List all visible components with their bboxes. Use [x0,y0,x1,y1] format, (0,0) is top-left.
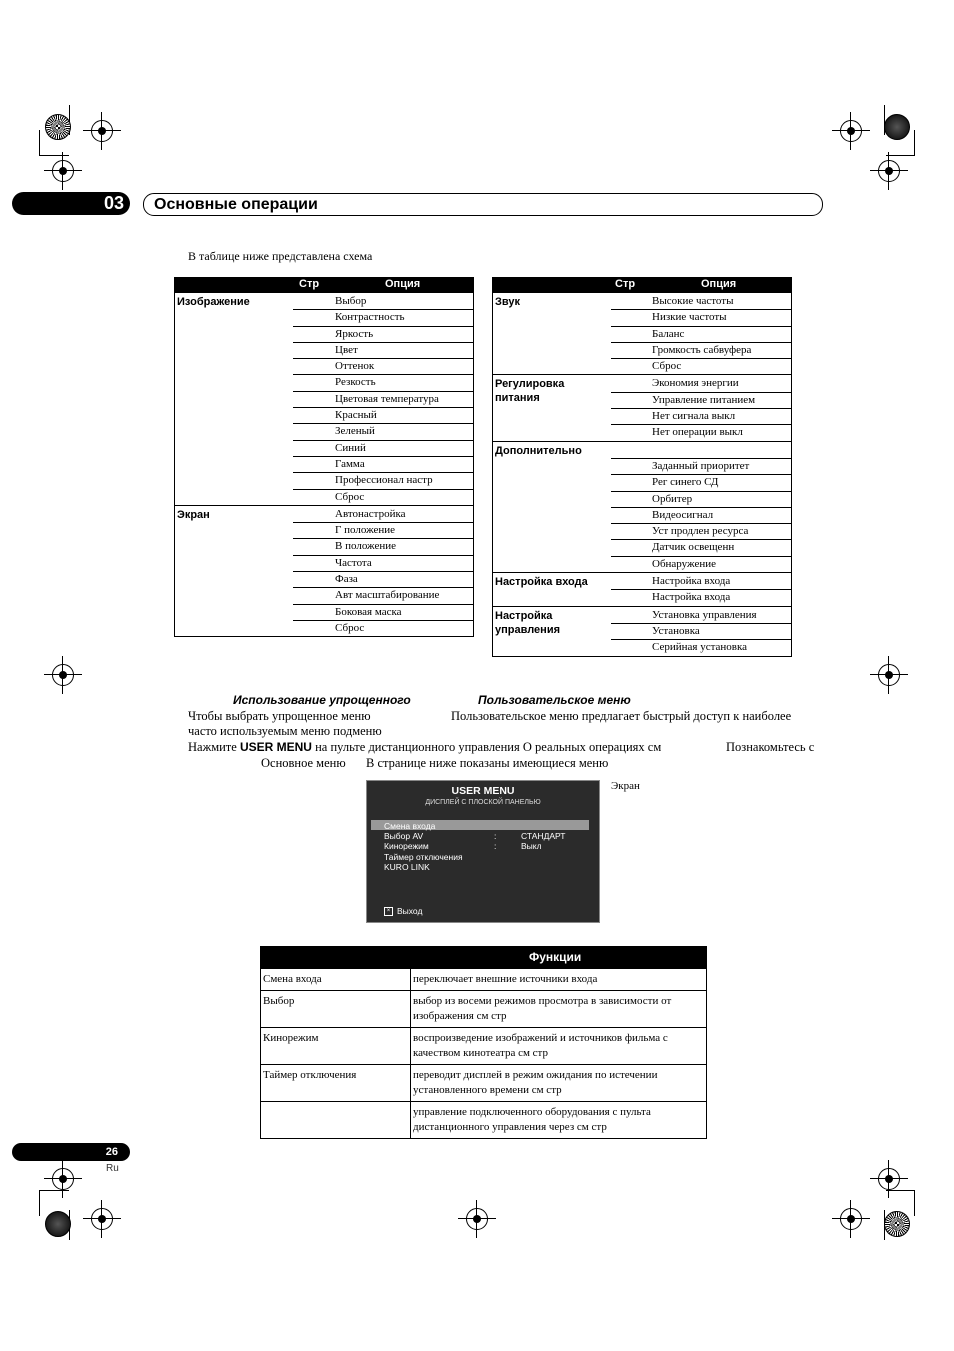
menu-option: Сброс [335,621,365,634]
osd-value: Выкл [521,841,542,851]
menu-row [493,293,791,309]
menu-group-label: Регулировка питания [495,378,565,405]
body-text: Познакомьтесь с [726,740,815,754]
menu-option: Серийная установка [652,641,748,654]
intro-text: В таблице ниже представлена схема [188,249,373,263]
menu-table-left [174,277,474,637]
menu-option: Видеосигнал [652,508,714,521]
color-bar-icon [884,1211,910,1237]
menu-row [175,571,473,587]
menu-option: Нет сигнала выкл [652,410,736,423]
menu-group [175,292,473,505]
osd-exit-label[interactable]: Выход [397,906,423,916]
menu-row [175,342,473,358]
menu-option: Фаза [335,573,358,586]
menu-group-label: Настройка управления [495,609,561,636]
function-name [261,1102,411,1138]
menu-group-label: Дополнительно [495,444,582,457]
menu-option: Выбор [335,295,367,307]
table-row [261,990,706,1027]
table-row [261,1027,706,1064]
menu-table-right [492,277,792,657]
exit-icon: × [384,907,393,916]
menu-row [493,556,791,572]
menu-row [493,539,791,555]
menu-row [175,423,473,439]
function-name: Кинорежим [261,1028,411,1064]
menu-row [175,374,473,390]
menu-group [493,374,791,440]
function-name: Выбор [261,991,411,1027]
menu-option: Установка [652,624,700,637]
menu-row [175,538,473,554]
chapter-badge [12,192,130,215]
registration-mark-icon [840,1208,862,1230]
osd-subtitle: ДИСПЛЕЙ С ПЛОСКОЙ ПАНЕЛЬЮ [425,799,541,806]
menu-row [493,523,791,539]
col-option-header: Опция [385,278,421,290]
menu-option: Настройка входа [652,591,731,604]
menu-option: Профессионал настр [335,474,433,487]
osd-item-av-selection[interactable]: Выбор AV [384,831,424,841]
registration-mark-icon [91,1208,113,1230]
menu-option: Яркость [335,327,374,340]
osd-separator: : [494,831,497,841]
menu-row [175,506,473,522]
menu-row [175,489,473,505]
osd-item-input-change[interactable]: Смена входа [384,821,436,831]
menu-row [175,587,473,603]
menu-group-label: Настройка входа [495,576,588,589]
menu-row [493,607,791,623]
menu-option: Нет операции выкл [652,426,743,439]
menu-row [493,442,791,458]
function-name: Таймер отключения [261,1065,411,1101]
menu-group-label: Экран [177,508,210,521]
menu-option: Низкие частоты [652,311,727,324]
menu-row [175,456,473,472]
menu-group [493,572,791,606]
osd-value: СТАНДАРТ [521,831,566,841]
registration-mark-icon [878,664,900,686]
menu-option: Баланс [652,327,685,340]
menu-option: Сброс [335,490,365,503]
menu-option: Уст продлен ресурса [652,525,749,538]
menu-row [493,309,791,325]
page-number: 26 [105,1146,118,1158]
function-name: Смена входа [261,969,411,990]
menu-option: Высокие частоты [652,295,734,307]
osd-separator: : [494,841,497,851]
col-page-header: Стр [615,278,636,290]
menu-row [175,604,473,620]
functions-table-header [261,946,706,968]
menu-group-label: Звук [495,296,521,308]
menu-group-label: Изображение [177,296,250,308]
osd-item-cinema-mode[interactable]: Кинорежим [384,841,429,851]
menu-option: Обнаружение [652,557,717,570]
table-row [261,1101,706,1138]
color-bar-icon [45,114,71,140]
menu-option: Контрастность [335,311,405,324]
menu-row [493,375,791,391]
menu-row [175,555,473,571]
menu-option: Сброс [652,360,682,373]
col-page-header: Стр [299,278,320,290]
osd-item-sleep-timer[interactable]: Таймер отключения [384,852,463,862]
function-description: переключает внешние источники входа [413,973,598,985]
menu-row [175,407,473,423]
menu-row [493,507,791,523]
menu-option: Датчик освещенн [652,541,735,554]
col-option-header: Опция [701,278,737,290]
menu-group [175,505,473,636]
registration-mark-icon [840,120,862,142]
menu-row [493,458,791,474]
menu-option: Красный [335,409,377,422]
body-text-fragment: Нажмите [188,740,237,754]
function-description: воспроизведение изображений и источников фильма с качеством кинотеатра см стр [413,1032,668,1059]
registration-mark-icon [466,1208,488,1230]
menu-option: Цвет [335,343,358,356]
registration-mark-icon [52,1168,74,1190]
registration-mark-icon [878,160,900,182]
menu-group [493,606,791,656]
menu-option: Резкость [335,376,376,389]
section-heading-simple-menu: Использование упрощенного [233,693,411,707]
color-bar-icon [884,114,910,140]
menu-option: Настройка входа [652,575,731,588]
menu-option: Оттенок [335,360,375,373]
menu-option: В положение [335,540,397,553]
color-bar-icon [45,1211,71,1237]
menu-row [175,293,473,309]
menu-option: Автонастройка [335,507,406,520]
menu-option: Экономия энергии [652,377,739,390]
page-number-badge [12,1143,130,1161]
menu-row [493,408,791,424]
menu-option: Громкость сабвуфера [652,343,752,356]
menu-row [493,474,791,490]
body-text-fragment: на пульте дистанционного управления О реальных операциях см [315,740,662,754]
menu-option: Орбитер [652,492,693,505]
menu-row [493,392,791,408]
menu-table-header [493,277,791,292]
registration-mark-icon [91,120,113,142]
menu-row [493,326,791,342]
menu-option: Управление питанием [652,393,756,406]
body-text: Основное меню [261,756,346,770]
language-code: Ru [106,1163,119,1174]
menu-row [493,491,791,507]
registration-mark-icon [52,664,74,686]
menu-row [175,620,473,636]
user-menu-screen [366,780,600,923]
menu-row [175,309,473,325]
menu-option: Заданный приоритет [652,459,750,472]
menu-row [175,522,473,538]
menu-row [175,326,473,342]
registration-mark-icon [52,160,74,182]
menu-row [175,472,473,488]
menu-option: Частота [335,556,372,569]
body-text [188,740,661,755]
screen-caption: Экран [611,780,640,792]
menu-row [175,358,473,374]
function-description: управление подключенного оборудования с пульта дистанционного управления через см стр [413,1106,651,1133]
menu-group [493,292,791,374]
chapter-title-box [143,193,823,216]
user-menu-key-label: USER MENU [239,740,312,754]
section-heading-user-menu: Пользовательское меню [478,693,631,707]
menu-table-header [175,277,473,292]
menu-option: Авт масштабирование [335,589,440,602]
menu-option: Синий [335,441,366,454]
menu-row [175,391,473,407]
registration-mark-icon [878,1168,900,1190]
body-text: часто используемым меню подменю [188,724,382,738]
body-text: Чтобы выбрать упрощенное меню [188,709,371,723]
menu-option: Цветовая температура [335,392,439,405]
menu-row [175,440,473,456]
menu-row [493,589,791,605]
menu-row [493,424,791,440]
body-text: В странице ниже показаны имеющиеся меню [366,756,609,770]
menu-option: Боковая маска [335,605,402,618]
functions-header-label: Функции [529,950,582,964]
menu-row [493,573,791,589]
page-title: Основные операции [154,196,318,213]
menu-option: Зеленый [335,425,375,438]
menu-option: Г положение [335,524,396,537]
function-description: переводит дисплей в режим ожидания по истечении установленного времени см стр [413,1069,658,1096]
menu-row [493,342,791,358]
chapter-number: 03 [103,193,124,213]
menu-row [493,639,791,655]
osd-item-kuro-link[interactable]: KURO LINK [384,862,430,872]
table-row [261,1064,706,1101]
menu-option: Установка управления [652,608,757,621]
menu-option: Рег синего СД [652,476,719,489]
menu-row [493,623,791,639]
osd-title: USER MENU [451,785,515,797]
function-description: выбор из восеми режимов просмотра в зависимости от изображения см стр [413,995,672,1022]
menu-group [493,441,791,572]
body-text: Пользовательское меню предлагает быстрый доступ к наиболее [451,709,792,723]
functions-table [260,946,707,1139]
menu-option: Гамма [335,457,365,470]
table-row [261,968,706,990]
menu-row [493,358,791,374]
